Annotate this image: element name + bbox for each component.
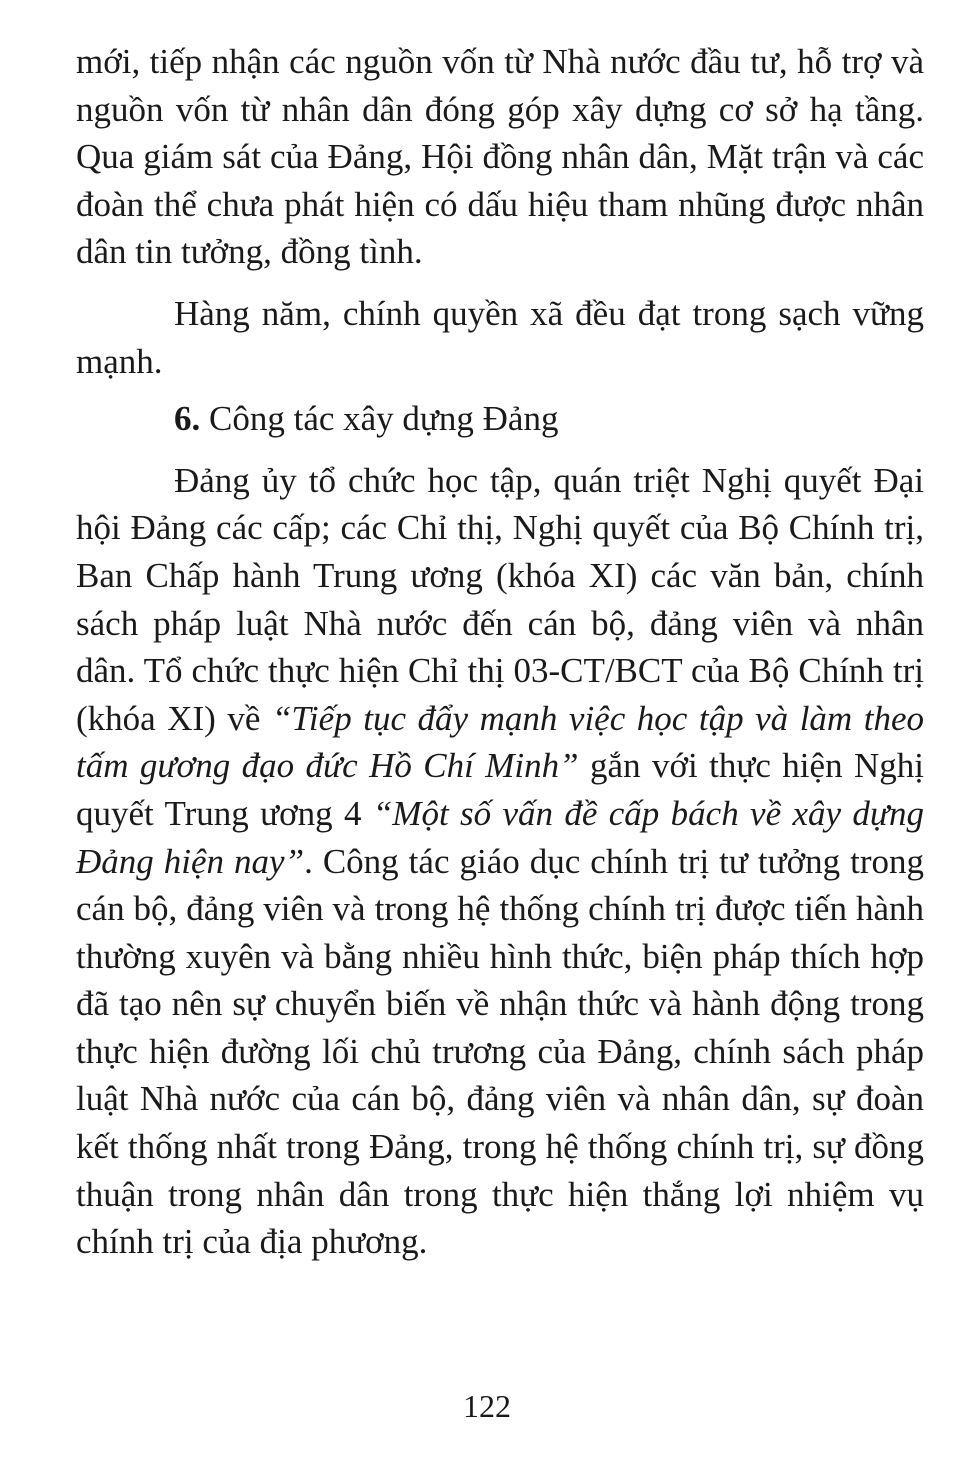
party-building-text-3: . Công tác giáo dục chính trị tư tưởng trong cán bộ, đảng viên và trong hệ thống chính trị được tiến hành thường xuyên và bằng nhiều hình thức, biện pháp thích hợp đã tạo nên sự chuyển biến về nhận thức và hành động trong thực hiện đường lối chủ trương của Đảng, chính sách pháp luật Nhà nước của cán bộ, đảng viên và nhân dân, sự đoàn kết thống nhất trong Đảng, trong hệ thống chính trị, sự đồng thuận trong nhân dân trong thực hiện thắng lợi nhiệm vụ chính trị của địa phương. (76, 841, 924, 1262)
paragraph-party-building (76, 457, 924, 1266)
resolution-quote: “Một số vấn đề cấp bách về xây dựng Đảng hiện nay” (76, 793, 924, 881)
directive-quote: “Tiếp tục đẩy mạnh việc học tập và làm theo tấm gương đạo đức Hồ Chí Minh” (76, 698, 924, 786)
section-heading (76, 395, 924, 443)
party-building-text-1: Đảng ủy tổ chức học tập, quán triệt Nghị quyết Đại hội Đảng các cấp; các Chỉ thị, Nghị quyết của Bộ Chính trị, Ban Chấp hành Trung ương (khóa XI) các văn bản, chính sách pháp luật Nhà nước đến cán bộ, đảng viên và nhân dân. Tổ chức thực hiện Chỉ thị 03-CT/BCT của Bộ Chính trị (khóa XI) về (76, 460, 924, 738)
paragraph-commune-government: Hàng năm, chính quyền xã đều đạt trong sạch vững mạnh. (76, 293, 924, 381)
section-number: 6. (174, 399, 201, 439)
body-text (76, 38, 924, 1266)
party-building-text-2: gắn với thực hiện Nghị quyết Trung ương 4 (76, 746, 924, 833)
page-number: 122 (463, 1388, 511, 1424)
section-title: Công tác xây dựng Đảng (200, 399, 559, 439)
paragraph-continuation: mới, tiếp nhận các nguồn vốn từ Nhà nước đầu tư, hỗ trợ và nguồn vốn từ nhân dân đóng góp xây dựng cơ sở hạ tầng. Qua giám sát của Đảng, Hội đồng nhân dân, Mặt trận và các đoàn thể chưa phát hiện có dấu hiệu tham nhũng được nhân dân tin tưởng, đồng tình. (76, 42, 924, 272)
